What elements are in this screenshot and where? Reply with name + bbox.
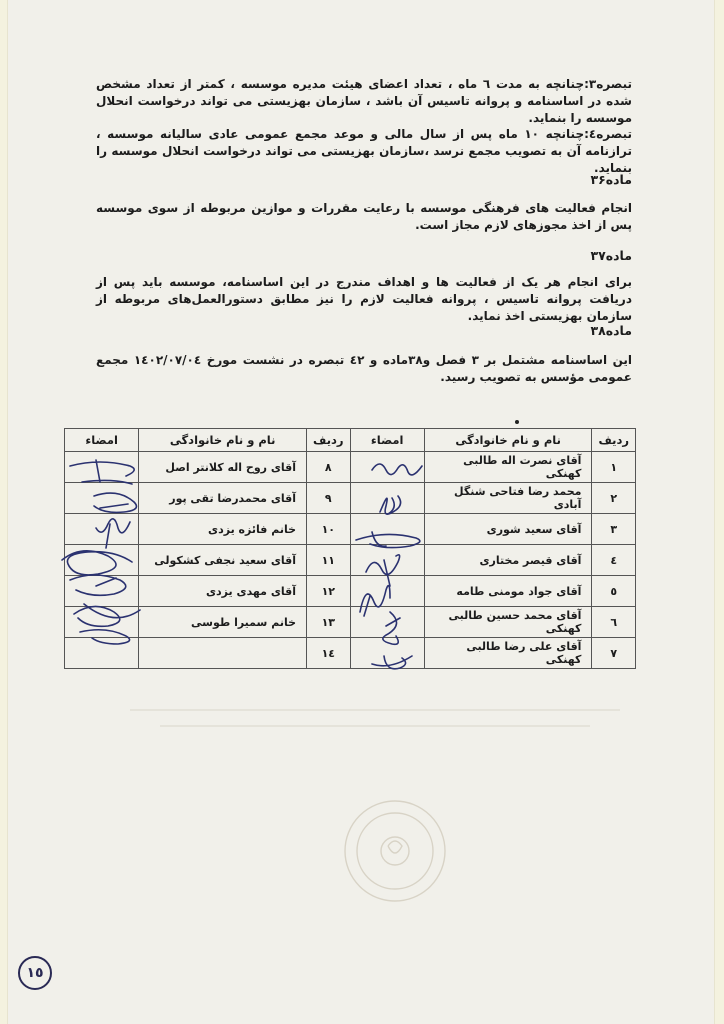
row-number: ١۳ xyxy=(307,607,351,638)
header-signature: امضاء xyxy=(65,429,139,452)
header-full-name: نام و نام خانوادگی xyxy=(424,429,592,452)
member-name: آقای قیصر مختاری xyxy=(424,545,592,576)
member-name: آقای علی رضا طالبی کهنکی xyxy=(424,638,592,669)
row-number: ١٤ xyxy=(307,638,351,669)
member-name xyxy=(139,638,307,669)
signature-cell xyxy=(65,607,139,638)
header-signature: امضاء xyxy=(350,429,424,452)
signature-cell xyxy=(350,545,424,576)
bleed-through-marks xyxy=(120,700,640,740)
member-name: آقای محمدرضا تقی پور xyxy=(139,483,307,514)
article-38-title: ماده۳۸ xyxy=(590,323,632,338)
row-number: ٦ xyxy=(592,607,636,638)
row-number: ۷ xyxy=(592,638,636,669)
signature-cell xyxy=(350,514,424,545)
member-name: آقای نصرت اله طالبی کهنکی xyxy=(424,452,592,483)
member-name: آقای جواد مومنی طامه xyxy=(424,576,592,607)
header-row-number: ردیف xyxy=(307,429,351,452)
article-37-body: برای انجام هر یک از فعالیت ها و اهداف مندرج در این اساسنامه، موسسه باید پس از دریافت پروانه تاسیس ، پروانه فعالیت لازم را نیز مطابق دستورالعمل‌های مربوطه از سازمان بهزیستی اخذ نماید. xyxy=(96,275,632,323)
signature-cell xyxy=(350,638,424,669)
member-name: آقای محمد حسین طالبی کهنکی xyxy=(424,607,592,638)
row-number: ١۲ xyxy=(307,576,351,607)
signature-cell xyxy=(65,638,139,669)
signature-cell xyxy=(350,483,424,514)
stamp-seal xyxy=(342,798,448,904)
note-4-paragraph: تبصره٤:چنانچه ١٠ ماه پس از سال مالی و موعد مجمع عمومی عادی سالیانه موسسه ، ترازنامه آن به تصویب مجمع نرسد ،سازمان بهزیستی می تواند درخواست انحلال موسسه را بنماید. xyxy=(96,127,632,175)
signature-cell xyxy=(65,483,139,514)
row-number: ۹ xyxy=(307,483,351,514)
signature-cell xyxy=(350,607,424,638)
row-number: ٨ xyxy=(307,452,351,483)
page-number: ١٥ xyxy=(18,956,52,990)
article-36-body: انجام فعالیت های فرهنگی موسسه با رعایت مقررات و موازین مربوطه از سوی موسسه پس از اخذ مجوزهای لازم مجاز است. xyxy=(96,201,632,232)
signature-cell xyxy=(65,545,139,576)
signature-cell xyxy=(65,452,139,483)
signature-cell xyxy=(350,452,424,483)
member-name: آقای سعید شوری xyxy=(424,514,592,545)
row-number: ١١ xyxy=(307,545,351,576)
table-row xyxy=(65,514,636,545)
row-number: ٤ xyxy=(592,545,636,576)
member-name: محمد رضا فتاحی شنگل آبادی xyxy=(424,483,592,514)
row-number: ١٠ xyxy=(307,514,351,545)
member-name: آقای روح اله کلانتر اصل xyxy=(139,452,307,483)
row-number: ٥ xyxy=(592,576,636,607)
row-number: ۳ xyxy=(592,514,636,545)
table-row xyxy=(65,483,636,514)
article-37-title: ماده۳۷ xyxy=(590,248,632,263)
row-number: ۲ xyxy=(592,483,636,514)
signature-cell xyxy=(65,514,139,545)
article-38-body: این اساسنامه مشتمل بر ۳ فصل و۳۸ماده و ٤۲ تبصره در نشست مورخ ١٤٠٢/٠٧/٠٤ مجمع عمومی مؤسس به تصویب رسید. xyxy=(96,353,632,384)
signature-cell xyxy=(350,576,424,607)
table-row xyxy=(65,452,636,483)
table-row xyxy=(65,638,636,669)
signatures-table xyxy=(64,428,636,669)
row-number: ١ xyxy=(592,452,636,483)
table-row xyxy=(65,545,636,576)
table-row xyxy=(65,607,636,638)
table-header-row xyxy=(65,429,636,452)
ink-dot xyxy=(515,420,519,424)
header-row-number: ردیف xyxy=(592,429,636,452)
member-name: آقای سعید نجفی کشکولی xyxy=(139,545,307,576)
header-full-name: نام و نام خانوادگی xyxy=(139,429,307,452)
member-name: آقای مهدی یزدی xyxy=(139,576,307,607)
member-name: خانم فائزه یزدی xyxy=(139,514,307,545)
article-36-title: ماده۳۶ xyxy=(590,172,632,187)
member-name: خانم سمیرا طوسی xyxy=(139,607,307,638)
note-3-paragraph: تبصره۳:چنانچه به مدت ٦ ماه ، تعداد اعضای هیئت مدیره موسسه ، کمتر از تعداد مشخص شده در اساسنامه و پروانه تاسیس آن باشد ، سازمان بهزیستی می تواند درخواست انحلال موسسه را بنماید. xyxy=(96,77,633,125)
table-row xyxy=(65,576,636,607)
signature-cell xyxy=(65,576,139,607)
